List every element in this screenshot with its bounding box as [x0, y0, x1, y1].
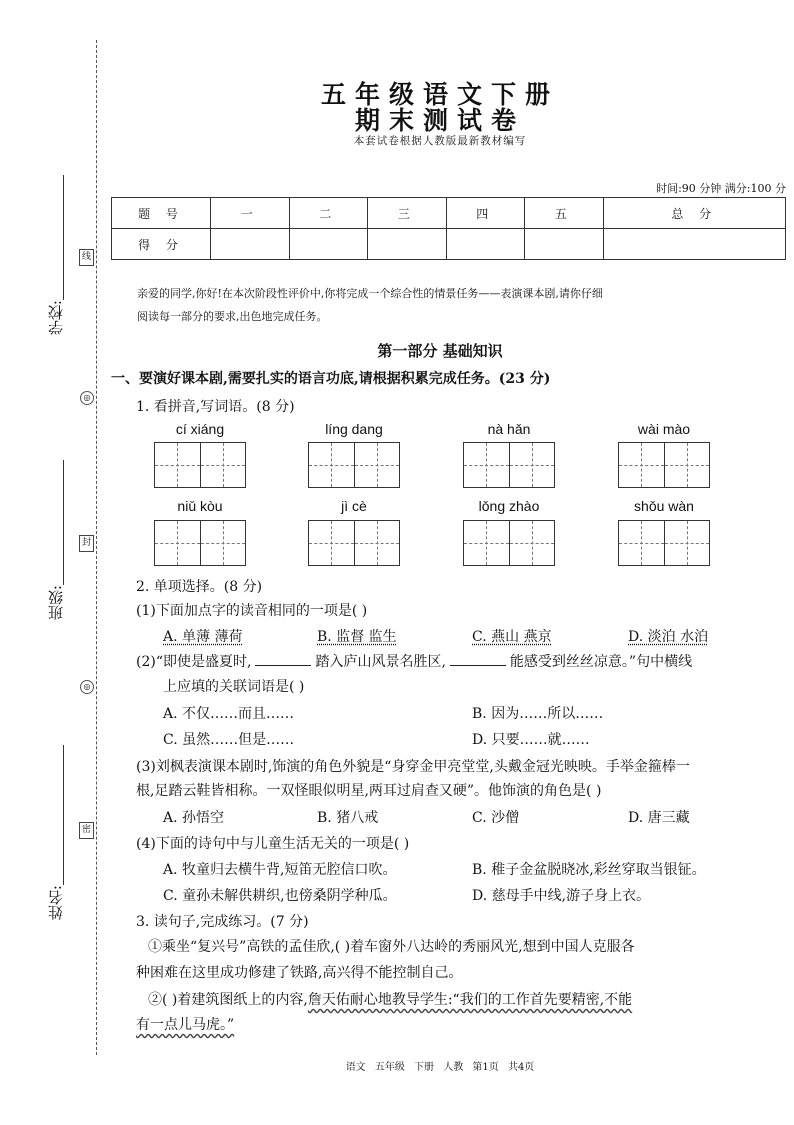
option-d[interactable]: D. 淡泊 水泊	[628, 629, 709, 645]
passage-line: 种困难在这里成功修建了铁路,高兴得不能控制自己。	[136, 965, 463, 981]
score-input-cell[interactable]	[211, 229, 290, 260]
intro-line: 阅读每一部分的要求,出色地完成任务。	[137, 310, 328, 323]
pinyin-label: lǒng zhào	[478, 498, 540, 514]
section-title: 一、要演好课本剧,需要扎实的语言功底,请根据积累完成任务。(23 分)	[111, 371, 551, 387]
option-c[interactable]: C. 燕山 燕京	[472, 629, 552, 645]
score-table	[111, 197, 786, 260]
table-cell: 一	[211, 198, 290, 229]
stem-part: (2)“即使是盛夏时,	[136, 654, 252, 670]
wavy-underlined-sentence: 有一点儿马虎。”	[136, 1017, 235, 1033]
stem-part: 踏入庐山风景名胜区,	[315, 654, 446, 670]
table-row	[112, 229, 786, 260]
writing-grid[interactable]	[308, 442, 400, 488]
writing-grid[interactable]	[154, 520, 246, 566]
writing-grid[interactable]	[463, 520, 555, 566]
pinyin-label: líng dang	[325, 421, 383, 437]
part-title: 第一部分 基础知识	[377, 342, 503, 360]
option-a[interactable]: A. 孙悟空	[163, 810, 225, 826]
question-title: 2. 单项选择。(8 分)	[136, 579, 263, 595]
school-blank	[63, 175, 64, 300]
page-footer: 语文 五年级 下册 人教 第1页 共4页	[345, 1062, 535, 1073]
option-a[interactable]: A. 不仅……而且……	[163, 706, 295, 722]
pinyin-label: nà hǎn	[487, 421, 531, 437]
table-cell: 五	[525, 198, 604, 229]
pinyin-label: jì cè	[341, 498, 367, 514]
title-line1: 五年级语文下册	[320, 80, 559, 109]
seal-xian: 线	[79, 249, 94, 266]
pinyin-label: shǒu wàn	[634, 498, 694, 514]
class-blank	[63, 460, 64, 585]
table-cell: 得 分	[112, 229, 211, 260]
intro-line: 亲爱的同学,你好!在本次阶段性评价中,你将完成一个综合性的情景任务——表演课本剧,请你仔细	[137, 287, 603, 300]
question-title: 3. 读句子,完成练习。(7 分)	[136, 914, 309, 930]
question-stem: (1)下面加点字的读音相同的一项是( )	[136, 603, 368, 619]
stem-part: 能感受到丝丝凉意。”句中横线	[509, 654, 693, 670]
writing-grid[interactable]	[618, 520, 710, 566]
table-cell: 四	[446, 198, 525, 229]
table-cell: 三	[368, 198, 447, 229]
option-c[interactable]: C. 童孙未解供耕织,也傍桑阴学种瓜。	[163, 888, 397, 904]
fill-blank[interactable]	[450, 665, 506, 666]
option-a[interactable]: A. 单薄 薄荷	[163, 629, 243, 645]
time-info: 时间:90 分钟 满分:100 分	[656, 182, 786, 195]
question-stem: (3)刘枫表演课本剧时,饰演的角色外貌是“身穿金甲亮堂堂,头戴金冠光映映。手举金箍棒一	[136, 759, 690, 775]
table-row	[112, 198, 786, 229]
passage-line: ①乘坐“复兴号”高铁的孟佳欣,( )着车窗外八达岭的秀丽风光,想到中国人克服各	[148, 939, 635, 955]
question-stem: 上应填的关联词语是( )	[163, 679, 305, 695]
writing-grid[interactable]	[618, 442, 710, 488]
table-cell: 总 分	[603, 198, 786, 229]
option-d[interactable]: D. 唐三藏	[628, 810, 690, 826]
option-b[interactable]: B. 稚子金盆脱晓冰,彩丝穿取当银钲。	[472, 862, 706, 878]
passage-line	[148, 989, 632, 1009]
table-cell: 题 号	[112, 198, 211, 229]
pinyin-label: wài mào	[637, 421, 691, 437]
option-b[interactable]: B. 监督 监生	[317, 629, 397, 645]
option-d[interactable]: D. 慈母手中线,游子身上衣。	[472, 888, 651, 904]
intro	[137, 282, 777, 328]
score-input-cell[interactable]	[446, 229, 525, 260]
option-a[interactable]: A. 牧童归去横牛背,短笛无腔信口吹。	[163, 862, 397, 878]
passage-part: ②( )着建筑图纸上的内容,	[148, 992, 308, 1008]
name-blank	[63, 745, 64, 885]
option-c[interactable]: C. 虽然……但是……	[163, 732, 295, 748]
pinyin-label: niǔ kòu	[177, 498, 223, 514]
name-label: 姓名:	[47, 885, 65, 921]
binding-hole-icon: ◎	[80, 391, 94, 405]
writing-grid[interactable]	[154, 442, 246, 488]
question-stem	[136, 651, 692, 671]
seal-mi: 密	[79, 822, 94, 839]
wavy-underlined-sentence: 詹天佑耐心地教导学生:“我们的工作首先要精密,不能	[307, 992, 633, 1008]
score-input-cell[interactable]	[368, 229, 447, 260]
option-b[interactable]: B. 猪八戒	[317, 810, 379, 826]
option-d[interactable]: D. 只要……就……	[472, 732, 590, 748]
pinyin-label: cí xiáng	[175, 421, 225, 437]
seal-feng: 封	[79, 535, 94, 552]
option-b[interactable]: B. 因为……所以……	[472, 706, 604, 722]
writing-grid[interactable]	[463, 442, 555, 488]
score-input-cell[interactable]	[289, 229, 368, 260]
question-stem: (4)下面的诗句中与儿童生活无关的一项是( )	[136, 836, 410, 852]
score-input-cell[interactable]	[603, 229, 786, 260]
table-cell: 二	[289, 198, 368, 229]
class-label: 班级:	[47, 585, 65, 621]
binding-dashed-line	[96, 40, 97, 1055]
fill-blank[interactable]	[255, 665, 311, 666]
option-c[interactable]: C. 沙僧	[472, 810, 520, 826]
school-label: 学校:	[47, 300, 65, 336]
title-line2: 期末测试卷	[354, 106, 525, 135]
score-input-cell[interactable]	[525, 229, 604, 260]
subtitle: 本套试卷根据人教版最新教材编写	[353, 135, 527, 147]
question-stem: 根,足踏云鞋皆相称。一双怪眼似明星,两耳过肩查又硬”。他饰演的角色是( )	[136, 783, 602, 799]
question-title: 1. 看拼音,写词语。(8 分)	[136, 399, 295, 415]
binding-hole-icon: ◎	[80, 680, 94, 694]
writing-grid[interactable]	[308, 520, 400, 566]
